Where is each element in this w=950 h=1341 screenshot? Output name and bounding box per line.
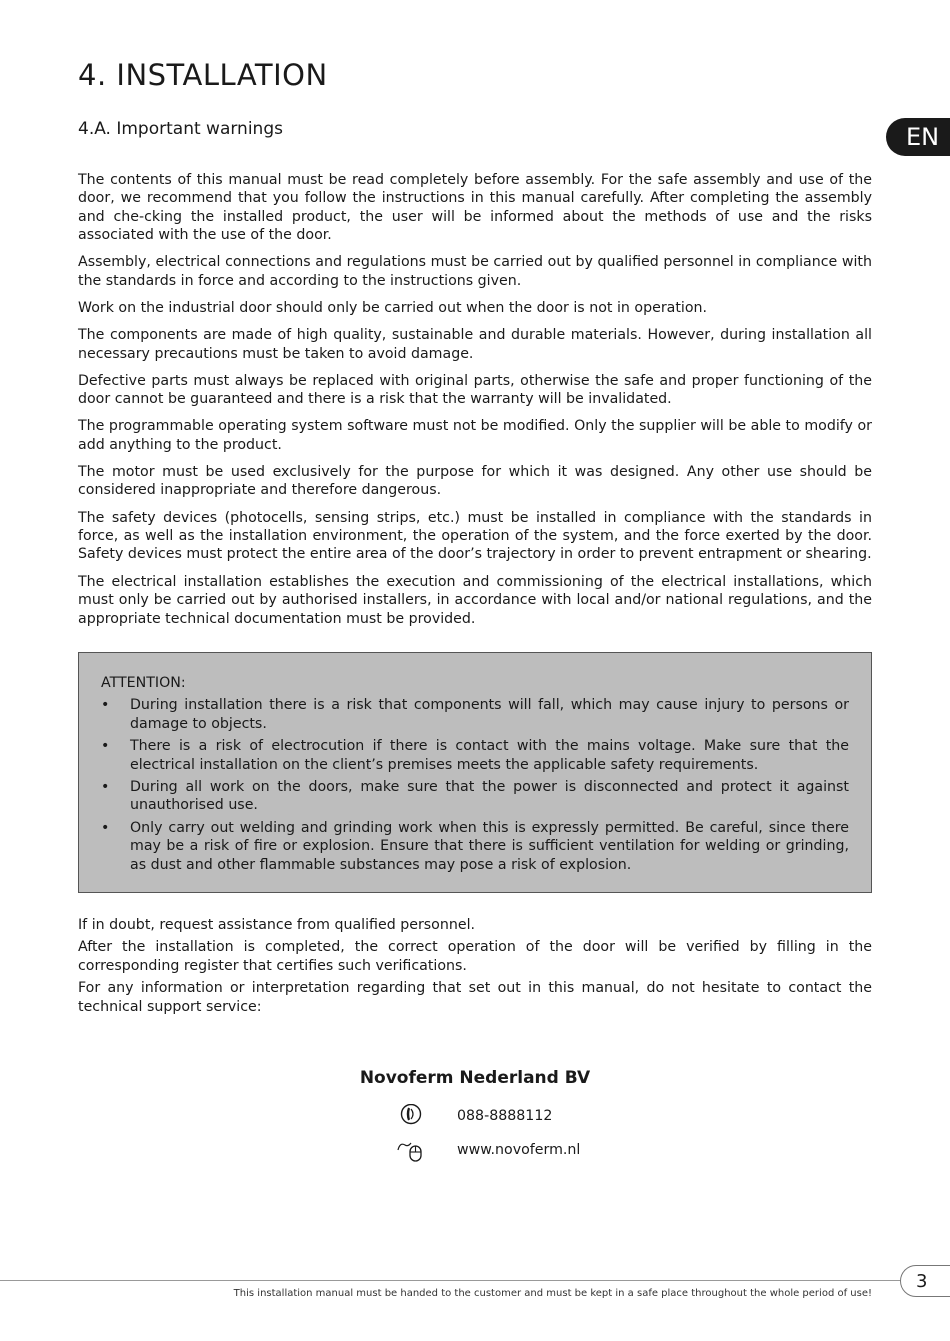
attention-box (78, 652, 872, 893)
page-title: 4. INSTALLATION (78, 58, 328, 92)
attention-item: • During installation there is a risk that components will fall, which may cause injury to persons or damage to objects. (101, 696, 849, 733)
language-tab: EN (886, 118, 950, 156)
company-name: Novoferm Nederland BV (359, 1068, 591, 1088)
phone-icon (396, 1104, 426, 1130)
website-link[interactable]: www.novoferm.nl (457, 1142, 581, 1158)
paragraph: If in doubt, request assistance from qualified personnel. (78, 917, 476, 933)
paragraph: For any information or interpretation regarding that set out in this manual, do not hesitate to contact the technical support service: (78, 980, 872, 1015)
page-number: 3 (900, 1265, 950, 1297)
paragraph: The electrical installation establishes the execution and commissioning of the electrical installations, which must only be carried out by authorised installers, in accordance with local and/or national regulations, and the appropriate technical documentation must be provided. (78, 573, 872, 627)
footer-note: This installation manual must be handed to the customer and must be kept in a safe place throughout the whole period of use! (233, 1288, 872, 1299)
paragraph: The programmable operating system software must not be modified. Only the supplier will be able to modify or add anything to the product. (78, 418, 872, 453)
attention-item: • There is a risk of electrocution if there is contact with the mains voltage. Make sure that the electrical installation on the client’s premises meets the applicable safety requirements. (101, 737, 849, 774)
attention-list (101, 696, 849, 874)
attention-item: • Only carry out welding and grinding work when this is expressly permitted. Be careful, since there may be a risk of fire or explosion. Ensure that there is sufficient ventilation for welding or grinding, as dust and other flammable substances may pose a risk of explosion. (101, 819, 849, 874)
warnings-body (78, 171, 872, 637)
footer-divider (0, 1280, 905, 1281)
attention-title: ATTENTION: (101, 675, 186, 691)
paragraph: The components are made of high quality, sustainable and durable materials. However, during installation all necessary precautions must be taken to avoid damage. (78, 327, 872, 362)
closing-text (78, 916, 872, 1020)
paragraph: Assembly, electrical connections and regulations must be carried out by qualified personnel in compliance with the standards in force and according to the instructions given. (78, 254, 872, 289)
paragraph: The contents of this manual must be read completely before assembly. For the safe assembly and use of the door, we recommend that you follow the instructions in this manual carefully. After completing the assembly and che-cking the installed product, the user will be informed about the methods of use and the risks associated with the use of the door. (78, 172, 872, 244)
section-subtitle: 4.A. Important warnings (78, 119, 283, 139)
paragraph: After the installation is completed, the correct operation of the door will be verified by filling in the corresponding register that certifies such verifications. (78, 939, 872, 974)
paragraph: Work on the industrial door should only be carried out when the door is not in operation. (78, 300, 708, 317)
attention-item: • During all work on the doors, make sure that the power is disconnected and protect it against unauthorised use. (101, 778, 849, 815)
paragraph: The safety devices (photocells, sensing strips, etc.) must be installed in compliance with the standards in force, as well as the installation environment, the operation of the system, and the force exerted by the door. Safety devices must protect the entire area of the door’s trajectory in order to prevent entrapment or shearing. (78, 509, 872, 563)
paragraph: Defective parts must always be replaced with original parts, otherwise the safe and proper functioning of the door cannot be guaranteed and there is a risk that the warranty will be invalidated. (78, 372, 872, 408)
mouse-icon (396, 1138, 426, 1164)
phone-number: 088-8888112 (457, 1108, 553, 1124)
paragraph: The motor must be used exclusively for the purpose for which it was designed. Any other use should be considered inappropriate and therefore dangerous. (78, 464, 872, 499)
